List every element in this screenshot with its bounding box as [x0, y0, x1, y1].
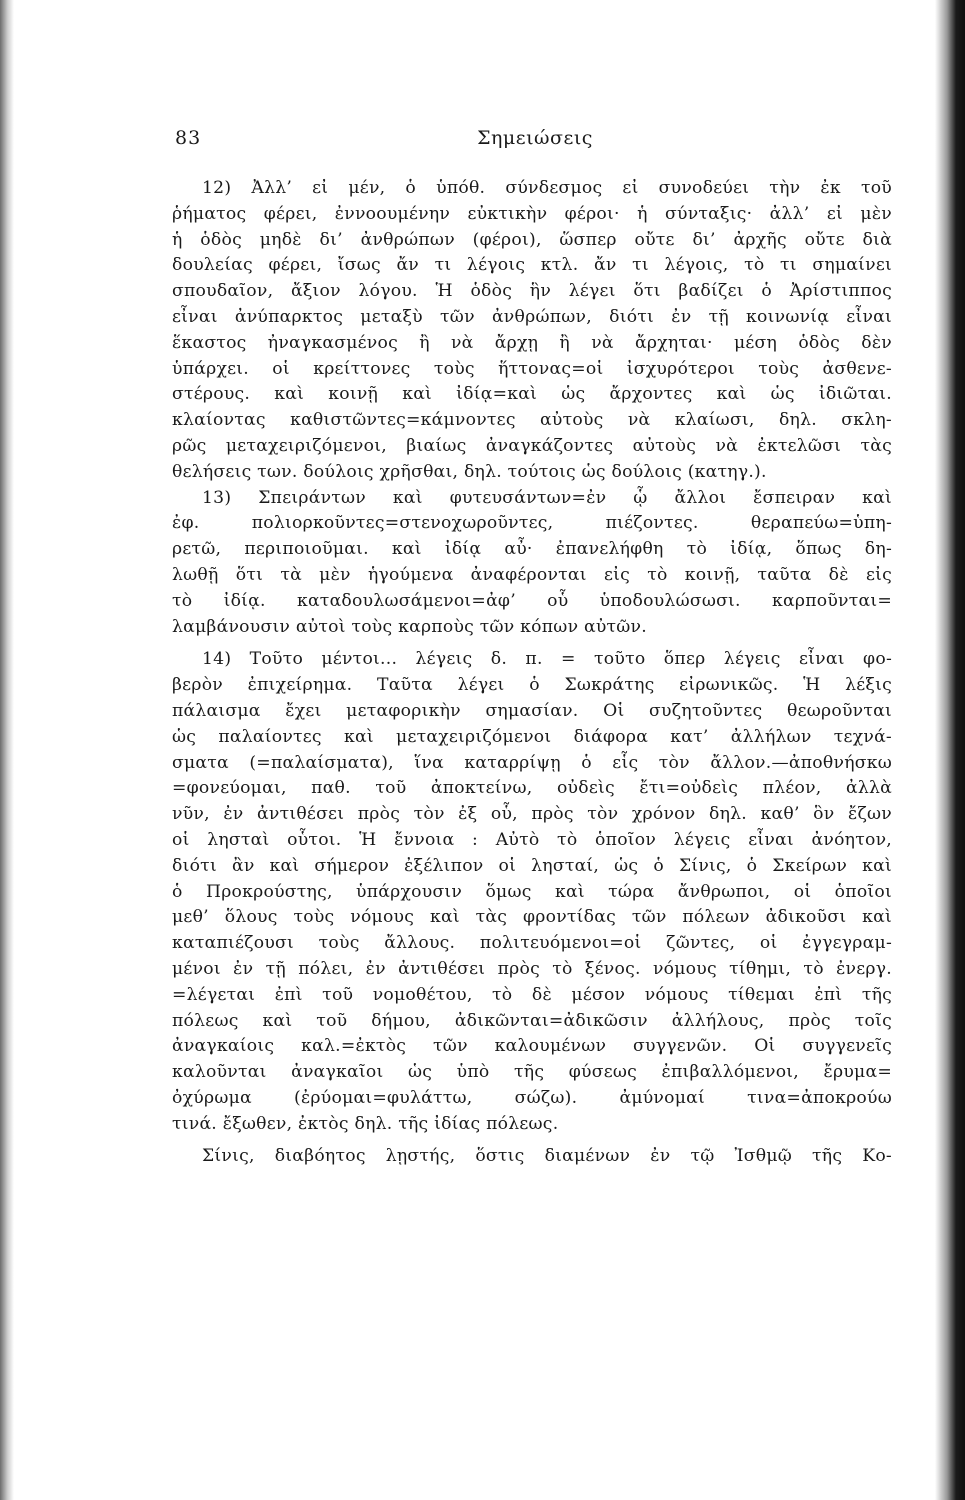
text-line: Σίνις, διαβόητος λῃστής, ὅστις διαμένων ἐν τῷ Ἰσθμῷ τῆς Κο- [202, 1146, 892, 1167]
text-line: ὡς παλαίοντες καὶ μεταχειριζόμενοι διάφορα κατ’ ἀλλήλων τεχνά- [172, 726, 892, 747]
text-line: 12) Ἀλλ’ εἰ μέν, ὁ ὑπόθ. σύνδεσμος εἰ συνοδεύει τὴν ἐκ τοῦ [202, 178, 892, 198]
text-line: ὀχύρωμα (ἐρύομαι=φυλάττω, σώζω). ἀμύνομαί τινα=ἀποκρούω [172, 1087, 892, 1108]
text-line: οἱ λησταὶ οὗτοι. Ἡ ἔννοια : Αὐτὸ τὸ ὁποῖον λέγεις εἶναι ἀνόητον, [172, 829, 892, 850]
text-line: διότι ἂν καὶ σήμερον ἐξέλιπον οἱ λησταί, ὡς ὁ Σίνις, ὁ Σκείρων καὶ [172, 855, 892, 876]
text-line: πόλεως καὶ τοῦ δήμου, ἀδικῶνται=ἀδικῶσιν ἀλλήλους, πρὸς τοῖς [172, 1010, 892, 1031]
text-line: 14) Τοῦτο μέντοι... λέγεις δ. π. = τοῦτο ὅπερ λέγεις εἶναι φο- [202, 649, 892, 670]
text-line: κλαίοντας καθιστῶντες=κάμνοντες αὐτοὺς νὰ κλαίωσι, δηλ. σκλη- [172, 410, 892, 431]
text-line: ὑπάρχει. οἱ κρείττονες τοὺς ἥττονας=οἱ ἰσχυρότεροι τοὺς ἀσθενε- [172, 358, 892, 379]
text-line: πάλαισμα ἔχει μεταφορικὴν σημασίαν. Οἱ συζητοῦντες θεωροῦνται [172, 700, 892, 721]
text-line: ἕκαστος ἠναγκασμένος ἢ νὰ ἄρχῃ ἢ νὰ ἄρχηται· μέση ὁδὸς δὲν [172, 332, 892, 353]
text-line: τὸ ἰδίᾳ. καταδουλωσάμενοι=ἀφ’ οὗ ὑποδουλώσωσι. καρποῦνται= [172, 590, 892, 611]
scan-edge-shadow [0, 0, 14, 1500]
text-line: μένοι ἐν τῇ πόλει, ἐν ἀντιθέσει πρὸς τὸ ξένος. νόμους τίθημι, τὸ ἐνεργ. [172, 958, 892, 979]
text-line: =φονεύομαι, παθ. τοῦ ἀποκτείνω, οὐδεὶς ἔτι=οὐδεὶς πλέον, ἀλλὰ [172, 778, 892, 799]
text-line: εἶναι ἀνύπαρκτος μεταξὺ τῶν ἀνθρώπων, διότι ἐν τῇ κοινωνίᾳ εἶναι [172, 306, 892, 327]
text-line: στέρους. καὶ κοινῇ καὶ ἰδίᾳ=καὶ ὡς ἄρχοντες καὶ ὡς ἰδιῶται. [172, 384, 892, 405]
text-line: νῦν, ἐν ἀντιθέσει πρὸς τὸν ἐξ οὗ, πρὸς τὸν χρόνον δηλ. καθ’ ὃν ἔζων [172, 804, 892, 825]
text-line: 13) Σπειράντων καὶ φυτευσάντων=ἐν ᾧ ἄλλοι ἔσπειραν καὶ [202, 487, 892, 508]
text-line: ἡ ὁδὸς μηδὲ δι’ ἀνθρώπων (φέροι), ὥσπερ οὔτε δι’ ἀρχῆς οὔτε διὰ [172, 229, 892, 250]
notes-body [172, 176, 892, 1170]
text-line: σπουδαῖον, ἄξιον λόγου. Ἡ ὁδὸς ἣν λέγει ὅτι βαδίζει ὁ Ἀρίστιππος [172, 281, 892, 302]
text-line: λωθῇ ὅτι τὰ μὲν ἡγούμενα ἀναφέρονται εἰς τὸ κοινῇ, ταῦτα δὲ εἰς [172, 564, 892, 585]
running-head: Σημειώσεις [477, 127, 593, 149]
text-line: θελήσεις των. δούλοις χρῆσθαι, δηλ. τούτοις ὡς δούλοις (κατηγ.). [172, 461, 767, 482]
text-line: ρετῶ, περιποιοῦμαι. καὶ ἰδίᾳ αὖ· ἐπανελήφθη τὸ ἰδίᾳ, ὅπως δη- [172, 539, 892, 560]
text-line: μεθ’ ὅλους τοὺς νόμους καὶ τὰς φροντίδας τῶν πόλεων ἀδικοῦσι καὶ [172, 907, 892, 928]
text-line: λαμβάνουσιν αὐτοὶ τοὺς καρποὺς τῶν κόπων αὐτῶν. [172, 616, 647, 637]
text-line: ἐφ. πολιορκοῦντες=στενοχωροῦντες, πιέζοντες. θεραπεύω=ὑπη- [172, 513, 892, 534]
text-line: τινά. ἔξωθεν, ἐκτὸς δηλ. τῆς ἰδίας πόλεως. [172, 1113, 559, 1134]
page-header [175, 127, 895, 157]
text-line: βερὸν ἐπιχείρημα. Ταῦτα λέγει ὁ Σωκράτης εἰρωνικῶς. Ἡ λέξις [172, 675, 892, 696]
scan-binding-bar [935, 0, 965, 1500]
text-line: ἀναγκαίοις καλ.=ἐκτὸς τῶν καλουμένων συγγενῶν. Οἱ συγγενεῖς [172, 1036, 892, 1057]
text-line: ρῶς μεταχειριζόμενοι, βιαίως ἀναγκάζοντες αὐτοὺς νὰ ἐκτελῶσι τὰς [172, 435, 892, 456]
text-line: ῥήματος φέρει, ἐννοουμένην εὐκτικὴν φέροι· ἡ σύνταξις· ἀλλ’ εἰ μὲν [172, 203, 892, 224]
text-line: ὁ Προκρούστης, ὑπάρχουσιν ὅμως καὶ τώρα ἄνθρωποι, οἱ ὁποῖοι [172, 881, 892, 902]
text-line: καταπιέζουσι τοὺς ἄλλους. πολιτευόμενοι=οἱ ζῶντες, οἱ ἐγγεγραμ- [172, 933, 892, 954]
text-line: =λέγεται ἐπὶ τοῦ νομοθέτου, τὸ δὲ μέσον νόμους τίθεμαι ἐπὶ τῆς [172, 984, 892, 1005]
text-line: καλοῦνται ἀναγκαῖοι ὡς ὑπὸ τῆς φύσεως ἐπιβαλλόμενοι, ἔρυμα= [172, 1062, 892, 1083]
text-line: σματα (=παλαίσματα), ἵνα καταρρίψῃ ὁ εἷς τὸν ἄλλον.—ἀποθνήσκω [172, 752, 892, 773]
page-number: 83 [175, 127, 202, 149]
text-line: δουλείας φέρει, ἴσως ἄν τι λέγοις κτλ. ἄν τι λέγοις, τὸ τι σημαίνει [172, 255, 892, 276]
